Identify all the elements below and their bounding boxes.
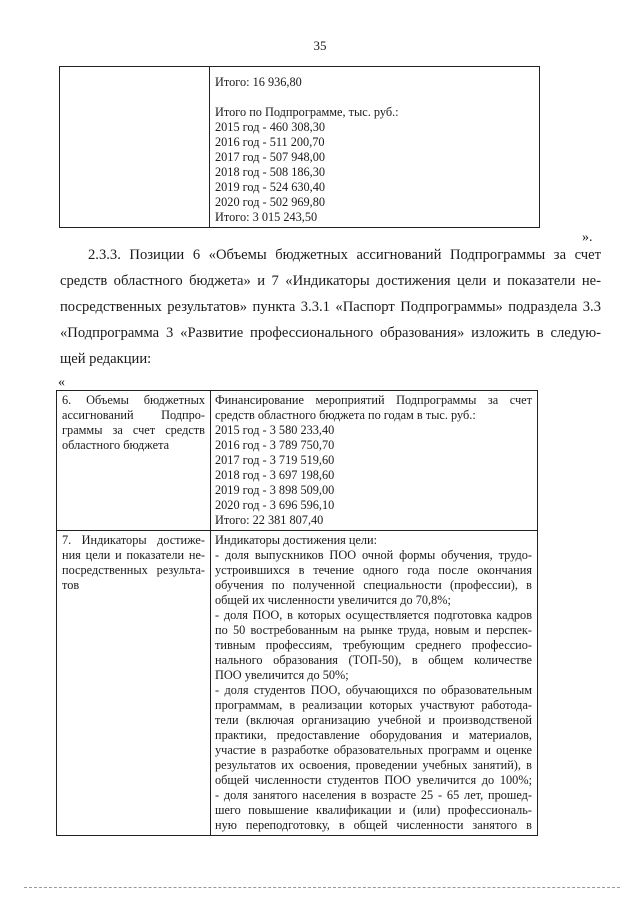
text-line: 2016 год - 511 200,70 [215, 135, 325, 149]
passport-table [56, 390, 538, 836]
content-line: по 50 востребованным на рынке труда, новым и перспек- [215, 623, 532, 637]
content-line: 2016 год - 3 789 750,70 [215, 438, 335, 452]
row-content-funding [211, 391, 538, 531]
content-line: тивным профессиям, требующим среднего профессио- [215, 638, 532, 652]
paragraph-line: посредственных результатов» пункта 3.3.1 «Паспорт Подпрограммы» подраздела 3.3 [60, 299, 601, 315]
content-line: программам, в реализации которых участвуют работода- [215, 698, 532, 712]
content-line: Финансирование мероприятий Подпрограммы за счет [215, 393, 532, 407]
content-line: общей их численности увеличится до 70,8%; [215, 593, 451, 607]
text-line: Итого: 16 936,80 [215, 75, 302, 89]
label-line: 6. Объемы бюджетных [62, 393, 205, 407]
text-line: Итого по Подпрограмме, тыс. руб.: [215, 105, 399, 119]
content-line: ную переподготовку, в общей численности занятого в [215, 818, 532, 832]
content-line: обучения по полученной специальности (профессии), в [215, 578, 532, 592]
content-line: - доля выпускников ПОО очной формы обучения, трудо- [215, 548, 532, 562]
closing-quote: ». [582, 230, 593, 245]
content-line: Индикаторы достижения цели: [215, 533, 378, 547]
text-line: Итого: 3 015 243,50 [215, 210, 318, 224]
content-line: 2015 год - 3 580 233,40 [215, 423, 335, 437]
text-line: 2018 год - 508 186,30 [215, 165, 326, 179]
label-line: 7. Индикаторы достиже- [62, 533, 205, 547]
row-label-indicators [57, 531, 211, 836]
content-line: практики, предоставление оборудования и материалов, [215, 728, 532, 742]
blank-line [215, 90, 534, 105]
opening-quote: « [58, 375, 65, 390]
footer-divider [24, 887, 620, 888]
row-content-indicators [211, 531, 538, 836]
content-line: устроившихся в течение одного года после окончания [215, 563, 532, 577]
label-line: посредственных результа- [62, 563, 205, 577]
table-cell-totals [210, 67, 540, 228]
text-line: 2020 год - 502 969,80 [215, 195, 326, 209]
label-line: областного бюджета [62, 438, 170, 452]
text-line: 2017 год - 507 948,00 [215, 150, 326, 164]
paragraph-line: щей редакции: [60, 351, 152, 367]
content-line: 2020 год - 3 696 596,10 [215, 498, 335, 512]
content-line: участие в разработке образовательных программ и оценке [215, 743, 532, 757]
content-line: 2018 год - 3 697 198,60 [215, 468, 335, 482]
paragraph-line: «Подпрограмма 3 «Развитие профессионального образования» изложить в следую- [60, 325, 601, 341]
label-line: тов [62, 578, 80, 592]
content-line: - доля занятого населения в возрасте 25 - 65 лет, прошед- [215, 788, 532, 802]
content-line: - доля ПОО, в которых осуществляется подготовка кадров [215, 608, 532, 622]
row-label-funding [57, 391, 211, 531]
content-line: Итого: 22 381 807,40 [215, 513, 324, 527]
table-cell-empty [60, 67, 210, 228]
content-line: 2017 год - 3 719 519,60 [215, 453, 335, 467]
budget-table-continuation [59, 66, 540, 228]
label-line: ния цели и показатели не- [62, 548, 205, 562]
table-row [57, 391, 538, 531]
text-line: 2019 год - 524 630,40 [215, 180, 326, 194]
content-line: 2019 год - 3 898 509,00 [215, 483, 335, 497]
content-line: ПОО увеличится до 50%; [215, 668, 349, 682]
paragraph-line: средств областного бюджета» и 7 «Индикаторы достижения цели и показатели не- [60, 273, 601, 289]
content-line: шего повышение квалификации и (или) профессиональ- [215, 803, 532, 817]
content-line: результатов их освоения, проведении учебных занятий), в [215, 758, 532, 772]
text-line: 2015 год - 460 308,30 [215, 120, 326, 134]
label-line: граммы за счет средств [62, 423, 205, 437]
page-number: 35 [313, 38, 327, 53]
content-line: тели (включая организацию учебной и производственой [215, 713, 532, 727]
label-line: ассигнований Подпро- [62, 408, 205, 422]
content-line: нального образования (ТОП-50), в общем количестве [215, 653, 532, 667]
content-line: - доля студентов ПОО, обучающихся по образовательным [215, 683, 532, 697]
table-row [57, 531, 538, 836]
content-line: средств областного бюджета по годам в тыс. руб.: [215, 408, 476, 422]
paragraph-line: 2.3.3. Позиции 6 «Объемы бюджетных ассигнований Подпрограммы за счет [88, 247, 601, 263]
content-line: общей численности студентов ПОО увеличится до 100%; [215, 773, 532, 787]
